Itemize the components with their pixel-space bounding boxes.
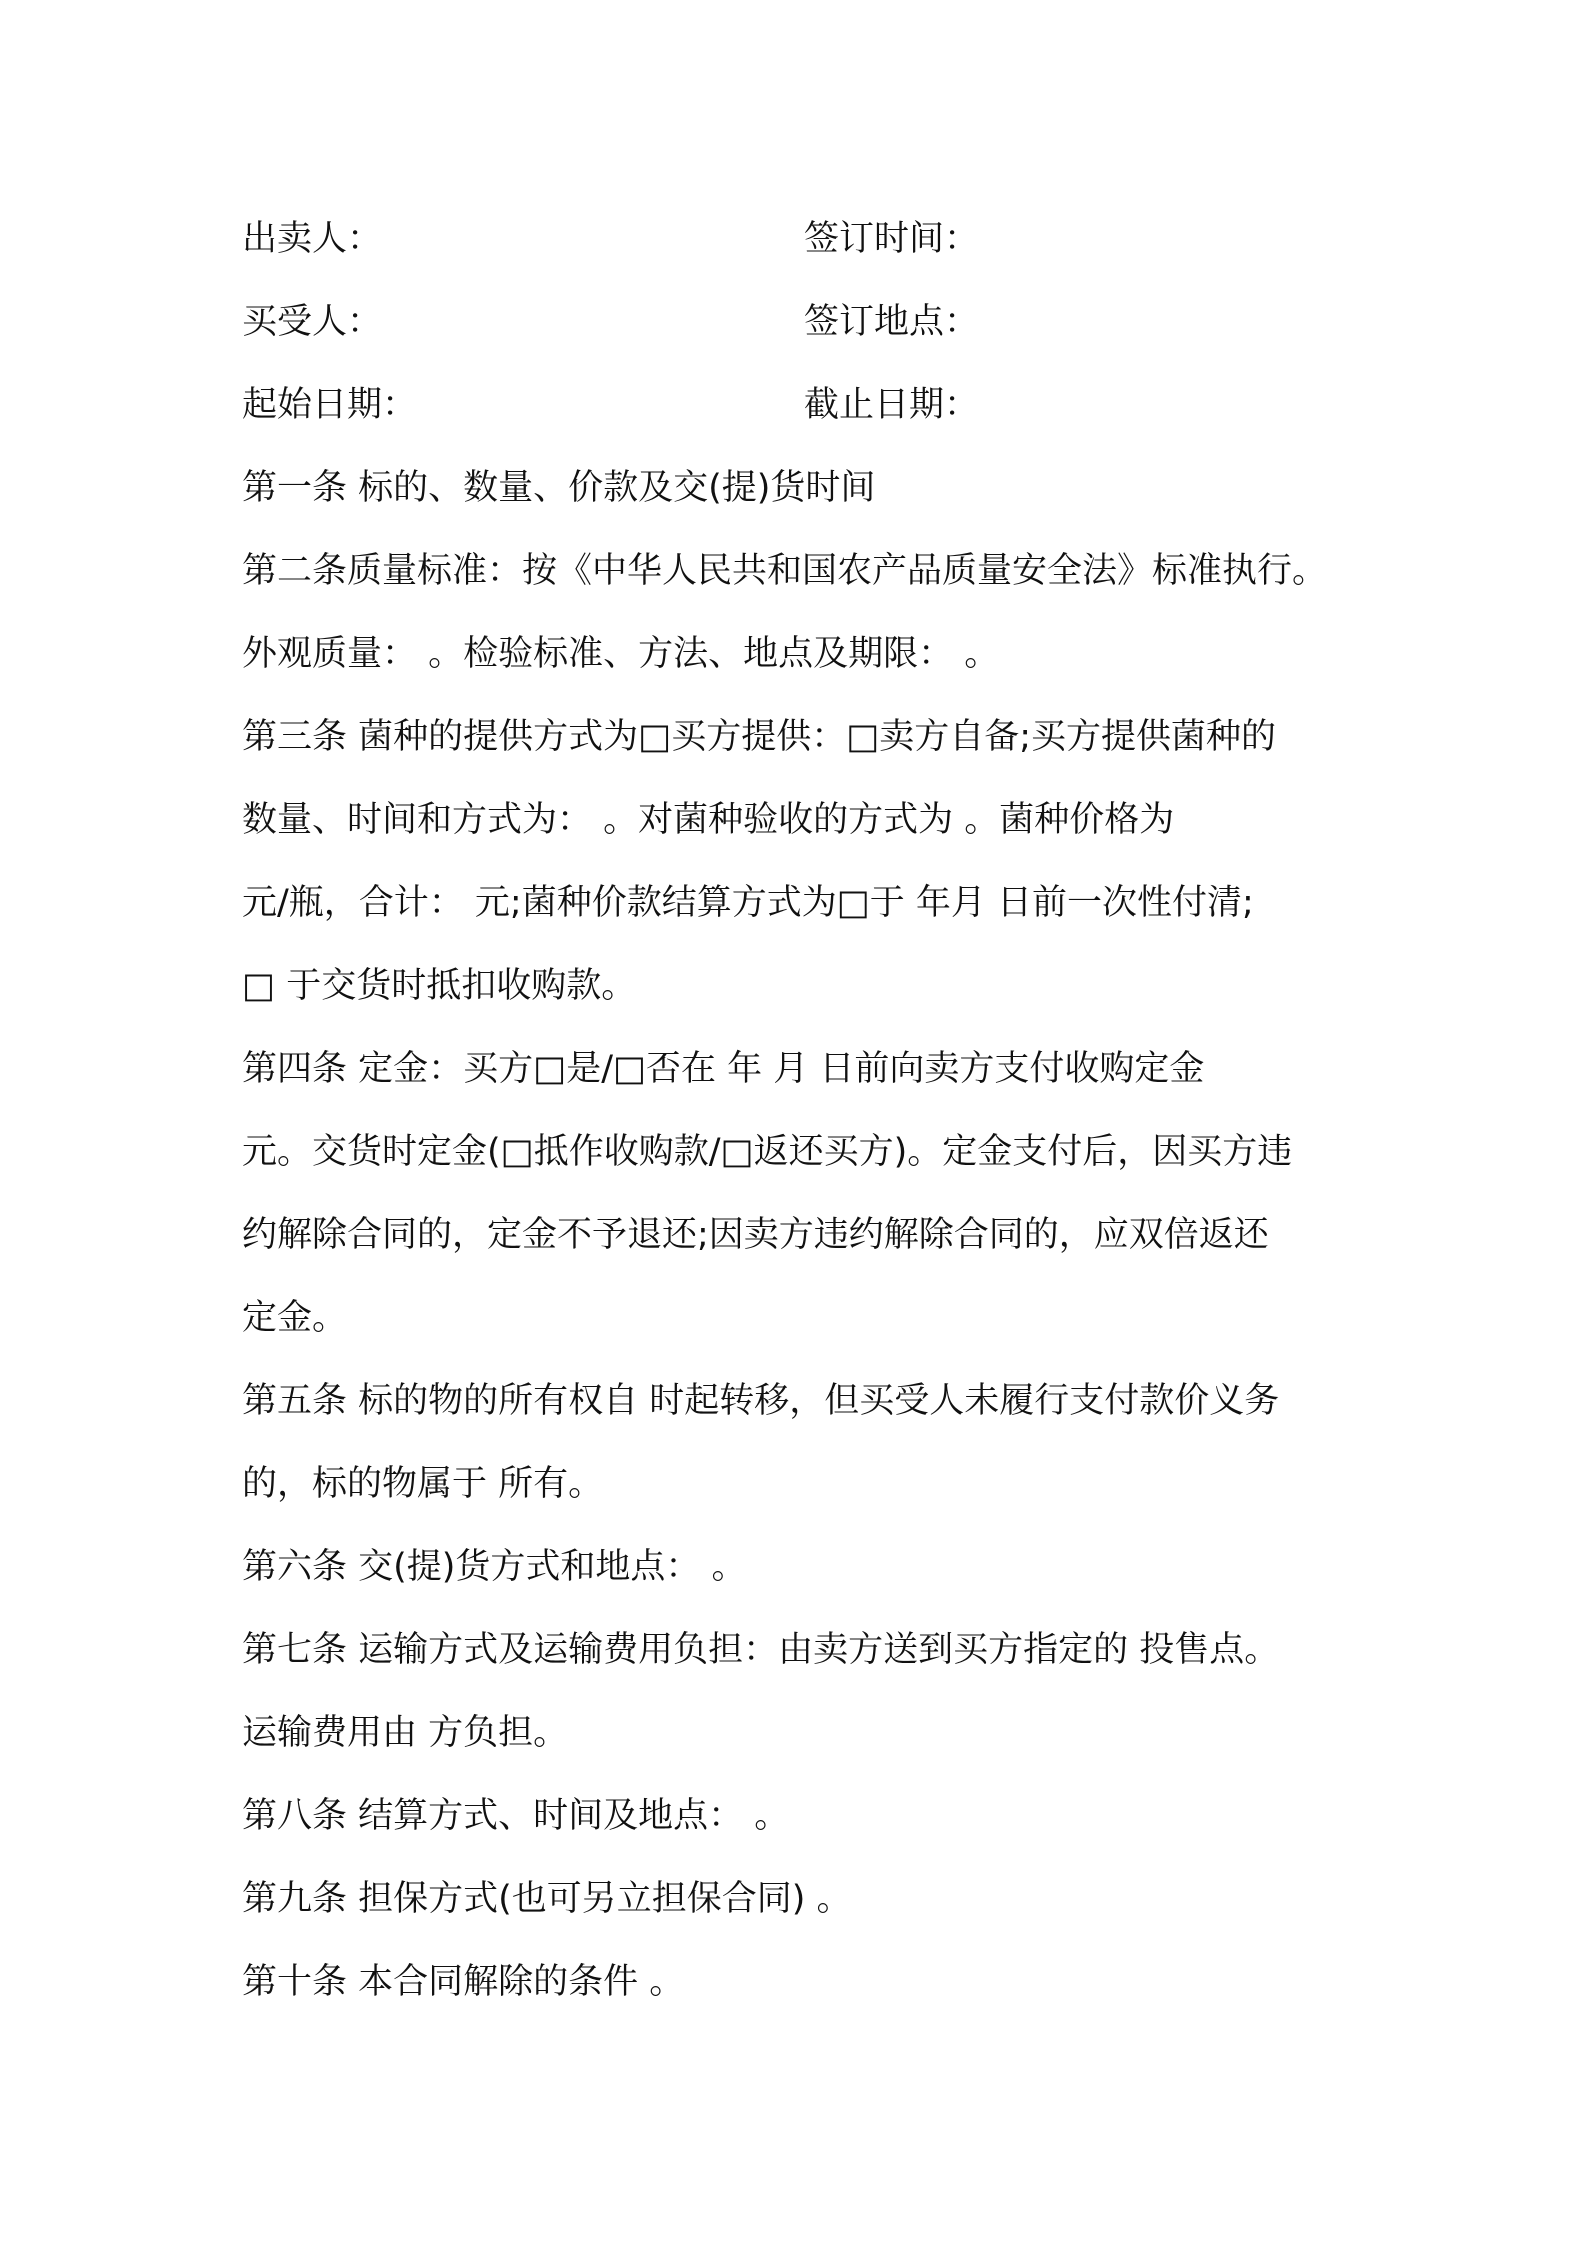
- article-6: 第六条 交(提)货方式和地点： 。: [242, 1547, 747, 1587]
- article-10: 第十条 本合同解除的条件 。: [242, 1962, 685, 2002]
- end-date-label: 截止日期：: [804, 385, 980, 425]
- seller-label: 出卖人：: [242, 219, 383, 259]
- article-5-line-2: 的，标的物属于 所有。: [242, 1464, 604, 1504]
- article-4-line-4: 定金。: [242, 1298, 348, 1338]
- article-8: 第八条 结算方式、时间及地点： 。: [242, 1796, 790, 1836]
- signing-time-label: 签订时间：: [804, 219, 980, 259]
- article-3: 第三条 菌种的提供方式为□买方提供：□卖方自备;买方提供菌种的: [242, 717, 1277, 757]
- signing-place-label: 签订地点：: [804, 302, 980, 342]
- article-4-line-2: 元。交货时定金(□抵作收购款/□返还买方)。定金支付后，因买方违: [242, 1132, 1293, 1172]
- article-3-line-3: 元/瓶，合计： 元;菌种价款结算方式为□于 年月 日前一次性付清;: [242, 883, 1254, 923]
- start-date-label: 起始日期：: [242, 385, 418, 425]
- article-7-line-2: 运输费用由 方负担。: [242, 1713, 569, 1753]
- article-2: 第二条质量标准：按《中华人民共和国农产品质量安全法》标准执行。: [242, 551, 1328, 591]
- contract-content: [242, 198, 1362, 2024]
- article-3-line-2: 数量、时间和方式为： 。对菌种验收的方式为 。菌种价格为: [242, 800, 1175, 840]
- header-row-dates: [242, 364, 1362, 447]
- header-row-buyer: [242, 281, 1362, 364]
- article-1: 第一条 标的、数量、价款及交(提)货时间: [242, 468, 876, 508]
- article-4: 第四条 定金：买方□是/□否在 年 月 日前向卖方支付收购定金: [242, 1049, 1205, 1089]
- header-row-seller: [242, 198, 1362, 281]
- article-3-line-4: □ 于交货时抵扣收购款。: [242, 966, 637, 1006]
- buyer-label: 买受人：: [242, 302, 383, 342]
- article-9: 第九条 担保方式(也可另立担保合同) 。: [242, 1879, 852, 1919]
- article-7: 第七条 运输方式及运输费用负担：由卖方送到买方指定的 投售点。: [242, 1630, 1280, 1670]
- article-4-line-3: 约解除合同的，定金不予退还;因卖方违约解除合同的，应双倍返还: [242, 1215, 1269, 1255]
- article-2-continued: 外观质量： 。检验标准、方法、地点及期限： 。: [242, 634, 1000, 674]
- article-5: 第五条 标的物的所有权自 时起转移，但买受人未履行支付款价义务: [242, 1381, 1280, 1421]
